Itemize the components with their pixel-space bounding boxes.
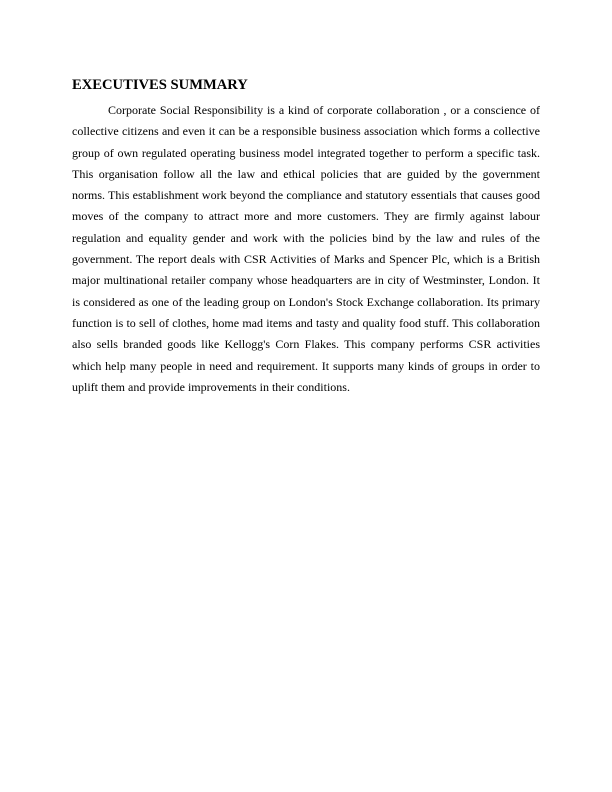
document-content <box>72 77 540 398</box>
summary-paragraph: Corporate Social Responsibility is a kind of corporate collaboration , or a conscience of collective citizens and even it can be a responsible business association which forms a collective group of own regulated operating business model integrated together to perform a specific task. This organisation follow all the law and ethical policies that are guided by the government norms. This establishment work beyond the compliance and statutory essentials that causes good moves of the company to attract more and more customers. They are firmly against labour regulation and equality gender and work with the policies bind by the law and rules of the government. The report deals with CSR Activities of Marks and Spencer Plc, which is a British major multinational retailer company whose headquarters are in city of Westminster, London. It is considered as one of the leading group on London's Stock Exchange collaboration. Its primary function is to sell of clothes, home mad items and tasty and quality food stuff. This collaboration also sells branded goods like Kellogg's Corn Flakes. This company performs CSR activities which help many people in need and requirement. It supports many kinds of groups in order to uplift them and provide improvements in their conditions. <box>72 103 540 394</box>
section-heading: EXECUTIVES SUMMARY <box>72 77 248 93</box>
